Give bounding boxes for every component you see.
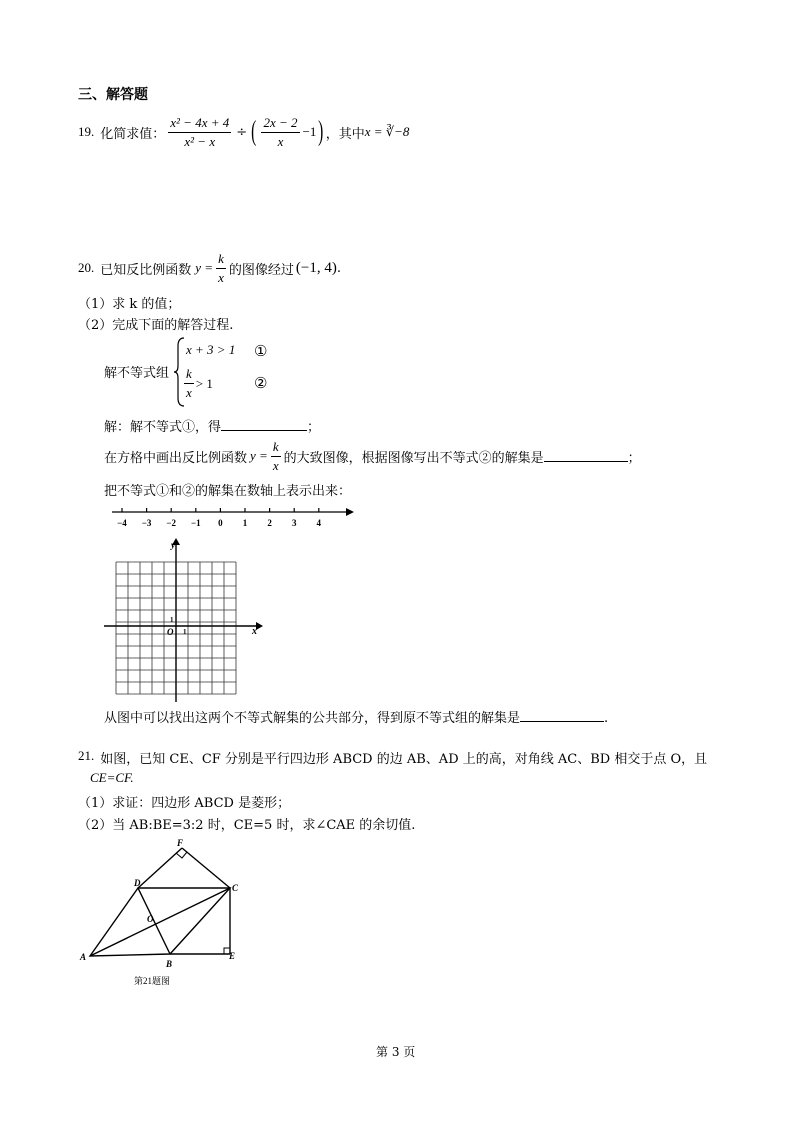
coordinate-grid [100,536,266,706]
q20-ineq2-mark: ② [254,374,268,392]
q20-intro: 已知反比例函数 [100,262,192,278]
q20-ineq2 [184,366,213,401]
q20-end: . [336,260,341,276]
q20-ineq2-tail: > 1 [195,375,213,391]
grid-one-x-label: 1 [183,628,187,636]
q20-x: x [218,269,224,285]
number-line-tick-label: 2 [267,518,272,528]
q19-fraction-2 [261,115,299,150]
q20-step3: 把不等式①和②的解集在数轴上表示出来： [104,484,352,499]
q19-frac1-denominator: x² − x [184,133,216,149]
number-line-tick-label: −1 [190,518,201,528]
number-line-tick-label: 4 [316,518,322,528]
label-o: O [147,914,154,924]
q20-step2-end: ； [627,450,641,466]
q20-step2-a: 在方格中画出反比例函数 [104,450,248,466]
q20-step2 [104,436,641,476]
q21-figure [74,836,274,992]
q21-part1: （1）求证：四边形 ABCD 是菱形； [78,796,291,811]
q19-divide: ÷ [236,124,248,140]
question-21 [78,748,707,767]
figure-caption: 第21题图 [134,976,171,986]
q19-frac1-numerator: x² − 4x + 4 [168,115,231,133]
q21-line1: 如图，已知 CE、CF 分别是平行四边形 ABCD 的边 AB、AD 上的高，对角线 AC、BD 相交于点 O，且 [100,752,708,767]
q20-ineq1-mark: ① [254,342,268,360]
q20-step1-end: ； [307,420,321,435]
label-d: D [134,878,141,888]
q21-number: 21. [78,748,95,763]
diagonal-bd [138,888,170,954]
q19-right-paren: ) [318,116,324,147]
q20-conclusion-end: . [604,711,609,726]
number-line-tick-label: −4 [117,518,127,528]
label-c: C [232,883,239,893]
q21-part2: （2）当 AB:BE=3:2 时，CE=5 时，求∠CAE 的余切值. [78,818,416,833]
q20-step2-y-eq: y = [250,448,268,463]
q20-ineq2-k: k [184,366,194,384]
q20-conclusion-text: 从图中可以找出这两个不等式解集的公共部分，得到原不等式组的解集是 [104,711,521,726]
q21-line2: CE=CF. [90,770,134,785]
label-e: E [229,951,236,961]
q20-intro2: 的图像经过 [228,262,294,278]
q19-frac2-numerator: 2x − 2 [261,115,299,133]
q19-condition-expr: x = ∛−8 [364,124,410,139]
q19-prompt: 化简求值： [100,126,166,142]
number-line-tick-label: −2 [166,518,177,528]
q20-conclusion [104,707,608,726]
q19-fraction-1 [168,115,231,150]
q20-part2: （2）完成下面的解答过程. [78,318,234,333]
q20-step2-k: k [271,439,281,457]
q20-part1: （1）求 k 的值； [78,297,181,312]
number-line-arrow-icon [346,508,354,516]
q20-ineq2-x: x [186,385,192,400]
page-footer: 第 3 页 [376,1045,416,1059]
q20-k-over-x [216,251,226,286]
grid-y-label: y [171,540,175,550]
q20-k: k [216,251,226,269]
diagonal-ac [90,888,230,956]
number-line-tick-label: 1 [242,518,248,528]
grid-one-y-label: 1 [170,616,174,624]
q20-step2-blank[interactable] [544,450,628,462]
q20-step2-fraction [271,439,281,474]
q20-step1-blank[interactable] [221,419,307,431]
question-19 [78,110,409,154]
q19-condition-prefix: ，其中 [325,126,365,142]
q20-y-eq: y = [195,260,214,275]
q20-point: (−1, 4) [295,259,337,276]
q20-step1-text: 解：解不等式①，得 [104,420,222,435]
q20-ineq1: x + 3 > 1 [186,342,236,357]
question-20-intro [78,248,341,288]
number-line [108,504,358,532]
q20-system-label: 解不等式组 [104,366,170,381]
q19-minus-one: −1 [302,124,317,139]
number-line-tick-label: 3 [291,518,297,528]
height-cf [182,848,230,888]
q19-left-paren: ( [251,116,257,147]
number-line-tick-label: 0 [218,518,223,528]
grid-origin-label: O [167,627,174,637]
label-b: B [166,959,173,969]
q20-conclusion-blank[interactable] [520,710,604,722]
q20-step2-b: 的大致图像，根据图像写出不等式②的解集是 [283,450,544,466]
grid-x-label: x [252,626,257,637]
label-f: F [177,838,184,848]
q19-number: 19. [78,124,95,139]
number-line-tick-label: −3 [141,518,152,528]
q19-frac2-denominator: x [277,133,284,149]
q20-number: 20. [78,260,95,275]
segment-df [138,848,182,888]
section-title: 三、解答题 [78,87,148,103]
q20-step1 [104,416,320,435]
q20-ineq2-fraction [184,366,194,401]
grid-x-arrow-icon [256,622,263,630]
label-a: A [80,952,87,962]
q20-step2-x: x [272,457,279,473]
